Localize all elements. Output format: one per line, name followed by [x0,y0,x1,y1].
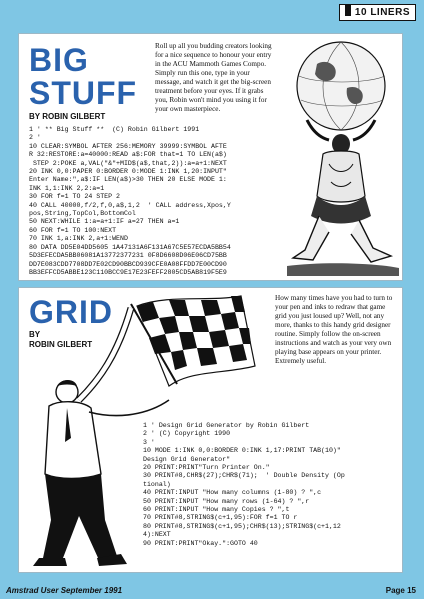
top-bar [0,0,424,22]
code-line: 10 MODE 1:INK 0,0:BORDER 0:INK 1,17:PRINT TAB(10)" [143,447,341,455]
code-line: 50 PRINT:INPUT "How many rows (1-64) ? ",r [143,497,310,505]
code-line: 5D3EFECDA5BB06081A13772377231 0F8D6608D06E06CD75BB [29,252,227,260]
code-line: tional) [143,480,171,488]
atlas-ground [287,263,399,276]
grid-byline-by: BY [29,330,41,339]
section-tag [339,4,416,21]
grid-byline-name: ROBIN GILBERT [29,340,93,349]
big-stuff-byline: BY ROBIN GILBERT [29,112,106,121]
code-line: 10 CLEAR:SYMBOL AFTER 256:MEMORY 39999:SYMBOL AFTE [29,142,227,150]
section-tag-mark-icon [345,5,351,16]
footer-page-number: Page 15 [385,586,416,595]
code-line: R 32:RESTORE:a=40000:READ a$:FOR that=1 TO LEN(a$) [29,151,227,159]
footer-magazine: Amstrad User September 1991 [6,586,123,595]
man-trousers [43,474,117,560]
code-line: 20 PRINT:PRINT"Turn Printer On." [143,464,270,472]
big-stuff-code-listing [29,126,231,277]
man-lower-arm [89,400,169,416]
big-stuff-title-line1: BIG [29,42,89,78]
code-line: 60 PRINT:INPUT "How many Copies ? ",t [143,506,290,514]
section-tag-text: 10 LINERS [354,7,410,18]
code-line: 1 ' ** Big Stuff ** (C) Robin Gilbert 1991 [29,126,200,133]
grid-code-listing [143,422,345,548]
code-line: 90 PRINT:PRINT"Okay.":GOTO 40 [143,539,258,547]
big-stuff-article [18,33,403,281]
code-line: 70 PRINT#8,STRING$(c+1,95):FOR f=1 TO r [143,514,298,522]
man-raised-arm [79,308,131,400]
code-line: 60 FOR f=1 TO 100:NEXT [29,226,117,234]
code-line: 1 ' Design Grid Generator by Robin Gilbert [143,422,310,429]
code-line: 80 DATA DD5E04DD5605 1A47131A6F131A67C5E57ECDA5BB54 [29,243,231,251]
code-line: 40 PRINT:INPUT "How many columns (1-80) ? ",c [143,489,322,497]
grid-article [18,287,403,573]
code-line: STEP 2:POKE a,VAL("&"+MID$(a$,that,2)):a=a+1:NEXT [29,159,227,167]
code-line: 50 NEXT:WHILE 1:a=a+1:IF a=27 THEN a=1 [29,218,180,226]
code-line: 80 PRINT#8,STRING$(c+1,95);CHR$(13);STRING$(c+1,12 [143,522,341,530]
code-line: INK 1,1:INK 2,2:a=1 [29,184,105,192]
code-line: Design Grid Generator" [143,455,231,463]
code-line: 30 FOR f=1 TO 24 STEP 2 [29,193,121,201]
code-line: 70 INK 1,a:INK 2,a+1:WEND [29,235,128,243]
big-stuff-intro: Roll up all you budding creators looking for a nice sequence to honour your entry in the ACU Mammoth Games Compo. Simply run this one, type in your message, and watch it get the big-screen treatment before your eyes. If it grabs you, Robin won't mind you using it for your own masterpiece. [155,42,272,113]
globe-drawing [297,42,385,130]
code-line: 30 PRINT#8,CHR$(27);CHR$(71); ' Double Density (Op [143,472,345,480]
grid-title: GRID [29,294,113,330]
code-line: 40 CALL 40000,f/2,f,0,a$,1,2 ' CALL address,Xpos,Y [29,201,231,209]
code-line: pos,String,TopCol,BottomCol [29,210,136,218]
code-line: 2 ' [29,134,41,142]
code-line: 4):NEXT [143,531,171,539]
code-line: 3 ' [143,438,155,446]
grid-intro: How many times have you had to turn to your pen and inks to redraw that game grid you just loused up? Well, not any more, thanks to this handy grid designer routine. Simply follow the on-screen instructions and watch as your very own playing base appears on your printer. Extremely useful. [275,294,393,365]
code-line: 2 ' (C) Copyright 1990 [143,430,231,438]
code-line: DD7E083CDD7708DD7E02CD90BBCD939CFE0A08FFDD7E00CD90 [29,260,227,268]
code-line: Enter Name:",a$:IF LEN(a$)>30 THEN 20 ELSE MODE 1: [29,176,227,184]
big-stuff-title-line2: STUFF [29,75,138,111]
code-line: BB3EFFCD5ABBE123C110BCC9E17E23FEFF2805CD5AB819F5E9 [29,268,227,276]
atlas-illustration [287,36,399,276]
atlas-torso [317,151,365,202]
code-line: 20 INK 0,0:PAPER 0:BORDER 0:MODE 1:INK 1,20:INPUT" [29,168,227,176]
